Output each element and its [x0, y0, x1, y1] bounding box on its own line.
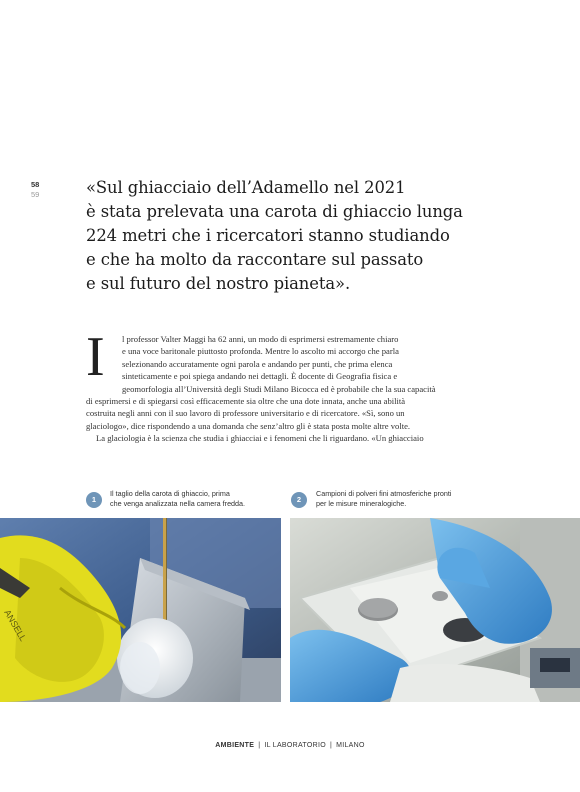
page-numbers — [31, 180, 49, 200]
caption-badge-2: 2 — [291, 492, 307, 508]
photo-2-illustration — [290, 518, 580, 702]
footer-separator: | — [258, 742, 261, 749]
caption-2 — [316, 489, 451, 509]
pull-quote — [86, 176, 526, 296]
article-line: selezionando accuratamente ogni parola e andando per punti, che prima elenca — [122, 358, 393, 369]
quote-line: è stata prelevata una carota di ghiaccio lunga — [86, 202, 463, 221]
quote-line: e che ha molto da raccontare sul passato — [86, 250, 424, 269]
quote-line: e sul futuro del nostro pianeta». — [86, 274, 351, 293]
caption-1 — [110, 489, 245, 509]
footer-separator: | — [329, 742, 333, 749]
article-line: sinteticamente e poi spiega andando nei dettagli. È docente di Geografia fisica e — [122, 371, 398, 382]
page-number-current: 58 — [31, 180, 40, 189]
svg-text:ANSELL: ANSELL — [2, 608, 29, 643]
article-line: costruita negli anni con il suo lavoro di professore universitario e di ricercatore. «Sì, sono un — [86, 408, 405, 419]
quote-line: «Sul ghiacciaio dell’Adamello nel 2021 — [86, 178, 406, 197]
caption-badge-1: 1 — [86, 492, 102, 508]
caption-line: Il taglio della carota di ghiaccio, prima — [110, 489, 230, 498]
article-line: La glaciologia è la scienza che studia i ghiacciai e i fenomeni che li riguardano. «Un ghiacciaio — [96, 433, 424, 444]
article-line: l professor Valter Maggi ha 62 anni, un modo di esprimersi estremamente chiaro — [122, 334, 399, 344]
article-line: geomorfologia all’Università degli Studi Milano Bicocca ed è probabile che la sua capacità — [122, 383, 436, 394]
caption-line: Campioni di polveri fini atmosferiche pronti — [316, 489, 452, 498]
page-footer — [0, 742, 580, 749]
article-line: glaciologo», dice rispondendo a una domanda che senz’altro gli è stata posta molte altre volte. — [86, 420, 411, 431]
article-line: e una voce baritonale piuttosto profonda. Mentre lo ascolto mi accorgo che parla — [122, 346, 399, 357]
drop-cap: I — [86, 326, 105, 388]
ice-core-cutting-photo — [0, 518, 281, 702]
caption-line: che venga analizzata nella camera fredda. — [110, 499, 246, 508]
caption-line: per le misure mineralogiche. — [316, 499, 407, 508]
article-line: di esprimersi e di spiegarsi così efficacemente sia oltre che una dote innata, anche una abilità — [86, 396, 406, 407]
photo-1-illustration — [0, 518, 281, 702]
quote-line: 224 metri che i ricercatori stanno studiando — [86, 226, 450, 245]
dust-samples-photo — [290, 518, 580, 702]
page-number-next: 59 — [31, 190, 40, 199]
footer-section: AMBIENTE — [215, 742, 255, 749]
article-body — [86, 326, 506, 445]
footer-part2: IL LABORATORIO — [264, 742, 326, 749]
footer-part3: MILANO — [336, 742, 365, 749]
